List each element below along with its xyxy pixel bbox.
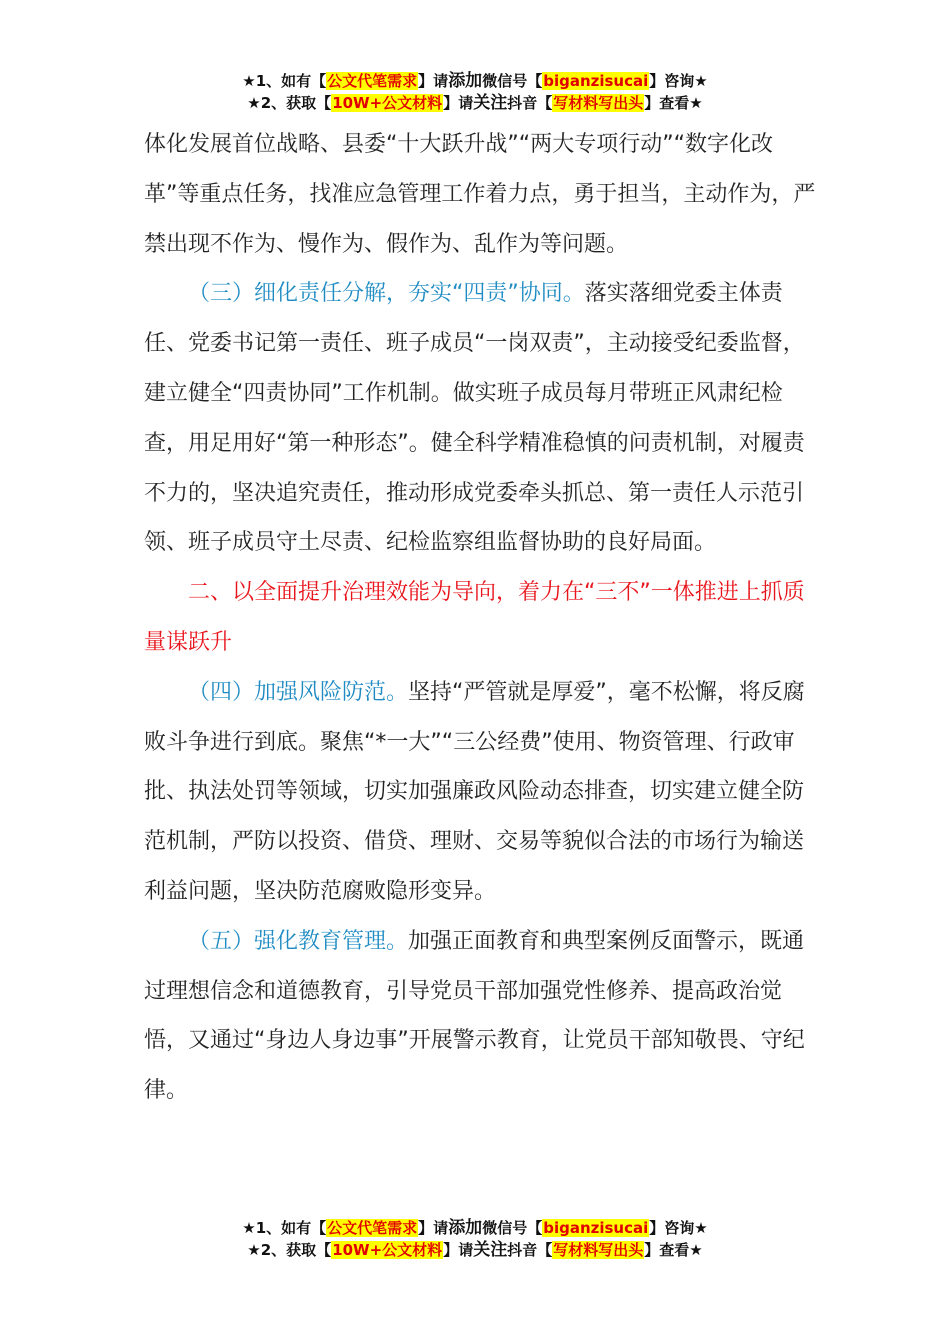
highlight-service: 公文代笔需求	[327, 72, 418, 90]
highlight-materials: 10W+公文材料	[332, 94, 443, 112]
paragraph: （四）加强风险防范。坚持“严管就是厚爱”，毫不松懈，将反腐败斗争进行到底。聚焦“*一大”“三公经费”使用、物资管理、行政审批、执法处罚等领域，切实加强廉政风险动态排查，切实建立健全防范机制，严防以投资、借贷、理财、交易等貌似合法的市场行为输送利益问题，坚决防范腐败隐形变异。	[144, 679, 805, 904]
subheading: （五）强化教育管理。	[188, 928, 409, 954]
subheading: （四）加强风险防范。	[188, 679, 409, 705]
highlight-service: 公文代笔需求	[327, 1219, 418, 1237]
subheading: （三）细化责任分解，夯实“四责”协同。	[188, 281, 585, 307]
paragraph: （三）细化责任分解，夯实“四责”协同。落实落细党委主体责任、党委书记第一责任、班子成员“一岗双责”，主动接受纪委监督，建立健全“四责协同”工作机制。做实班子成员每月带班正风肃纪检查，用足用好“第一种形态”。健全科学精准稳慎的问责机制，对履责不力的，坚决追究责任，推动形成党委牵头抓总、第一责任人示范引领、班子成员守土尽责、纪检监察组监督协助的良好局面。	[144, 281, 805, 556]
paragraph: （五）强化教育管理。加强正面教育和典型案例反面警示，既通过理想信念和道德教育，引导党员干部加强党性修养、提高政治觉悟，又通过“身边人身边事”开展警示教育，让党员干部知敬畏、守纪律。	[144, 928, 805, 1104]
document-body	[144, 120, 824, 1116]
paragraph: 体化发展首位战略、县委“十大跃升战”“两大专项行动”“数字化改革”等重点任务，找准应急管理工作着力点，勇于担当，主动作为，严禁出现不作为、慢作为、假作为、乱作为等问题。	[144, 132, 816, 257]
banner-line-1: ★1、如有【公文代笔需求】请添加微信号【biganzisucai】咨询★	[242, 71, 708, 91]
highlight-materials: 10W+公文材料	[332, 1241, 443, 1259]
banner-line-2: ★2、获取【10W+公文材料】请关注抖音【写材料写出头】查看★	[247, 1240, 703, 1260]
highlight-wechat-id: biganzisucai	[543, 72, 649, 90]
banner-line-2: ★2、获取【10W+公文材料】请关注抖音【写材料写出头】查看★	[247, 93, 703, 113]
bottom-banner	[0, 1217, 950, 1261]
highlight-wechat-id: biganzisucai	[543, 1219, 649, 1237]
top-banner	[0, 70, 950, 114]
banner-line-1: ★1、如有【公文代笔需求】请添加微信号【biganzisucai】咨询★	[242, 1218, 708, 1238]
highlight-douyin: 写材料写出头	[553, 1241, 644, 1259]
highlight-douyin: 写材料写出头	[553, 94, 644, 112]
section-heading: 二、以全面提升治理效能为导向，着力在“三不”一体推进上抓质量谋跃升	[144, 580, 805, 655]
